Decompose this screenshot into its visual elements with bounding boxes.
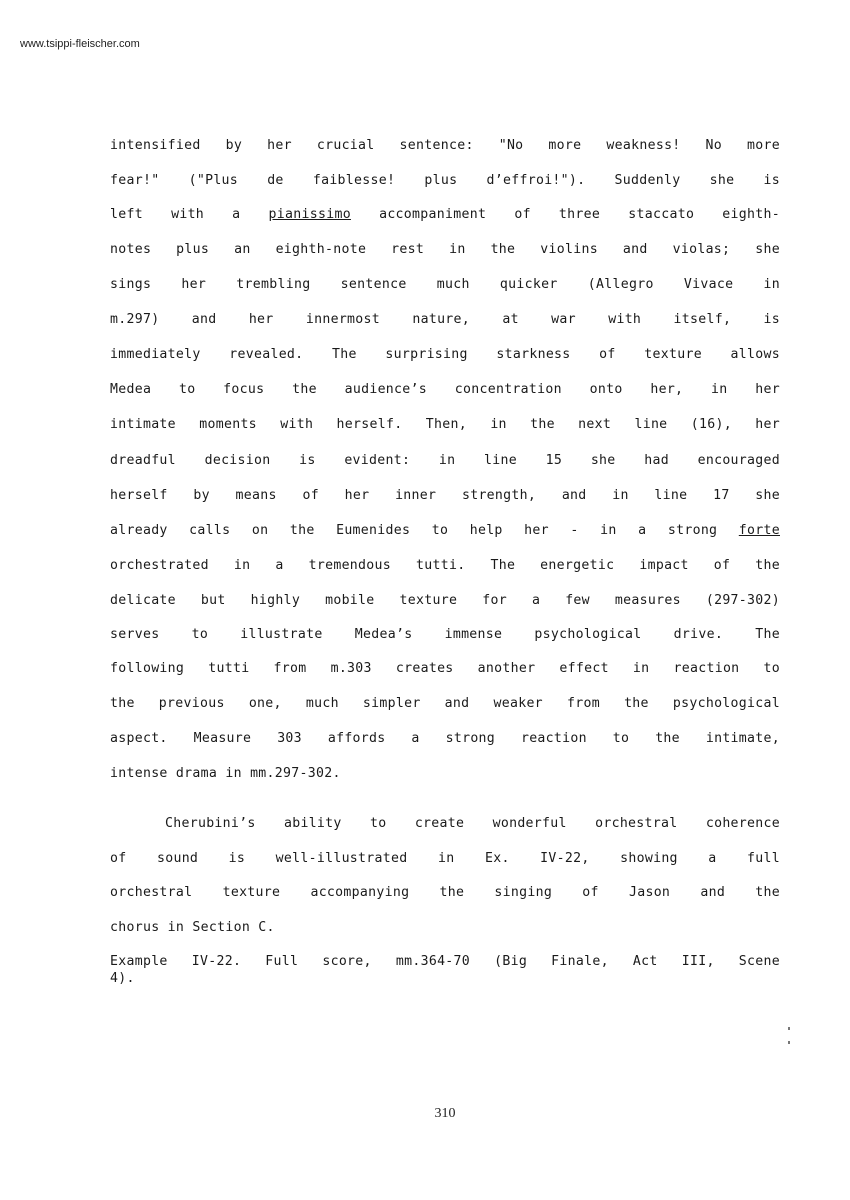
caption-line: Example IV-22. Full score, mm.364-70 (Big Finale, Act III, Scene xyxy=(110,954,780,969)
text-line: of sound is well-illustrated in Ex. IV-22, showing a full xyxy=(110,851,780,866)
text-line: Cherubini’s ability to create wonderful orchestral coherence xyxy=(165,816,780,831)
emphasis-forte: forte xyxy=(738,523,780,538)
text-line: dreadful decision is evident: in line 15 she had encouraged xyxy=(110,453,780,468)
text-line: intense drama in mm.297-302. xyxy=(110,766,341,781)
source-url: www.tsippi-fleischer.com xyxy=(20,38,140,50)
caption-line: 4). xyxy=(110,971,135,986)
text-line: m.297) and her innermost nature, at war with itself, is xyxy=(110,312,780,327)
text-line: delicate but highly mobile texture for a few measures (297-302) xyxy=(110,593,780,608)
text-line: intimate moments with herself. Then, in the next line (16), her xyxy=(110,417,780,432)
text-line: immediately revealed. The surprising starkness of texture allows xyxy=(110,347,780,362)
text-line: orchestral texture accompanying the singing of Jason and the xyxy=(110,885,780,900)
text-line: left with a pianissimo accompaniment of three staccato eighth- xyxy=(110,207,780,222)
scan-speck xyxy=(788,1041,790,1044)
scan-speck xyxy=(788,1027,790,1030)
text-line: aspect. Measure 303 affords a strong reaction to the intimate, xyxy=(110,731,780,746)
text-line: notes plus an eighth-note rest in the violins and violas; she xyxy=(110,242,780,257)
text-line: orchestrated in a tremendous tutti. The energetic impact of the xyxy=(110,558,780,573)
text-line: sings her trembling sentence much quicker (Allegro Vivace in xyxy=(110,277,780,292)
page-number: 310 xyxy=(434,1106,456,1121)
text-line: already calls on the Eumenides to help her - in a strong forte xyxy=(110,523,780,538)
text-line: the previous one, much simpler and weaker from the psychological xyxy=(110,696,780,711)
text-line: Medea to focus the audience’s concentration onto her, in her xyxy=(110,382,780,397)
text-line: fear!" ("Plus de faiblesse! plus d’effroi!"). Suddenly she is xyxy=(110,173,780,188)
text-line: serves to illustrate Medea’s immense psychological drive. The xyxy=(110,627,780,642)
text-line: intensified by her crucial sentence: "No more weakness! No more xyxy=(110,138,780,153)
text-line: following tutti from m.303 creates another effect in reaction to xyxy=(110,661,780,676)
text-line: chorus in Section C. xyxy=(110,920,275,935)
text-line: herself by means of her inner strength, and in line 17 she xyxy=(110,488,780,503)
emphasis-pianissimo: pianissimo xyxy=(268,207,351,222)
